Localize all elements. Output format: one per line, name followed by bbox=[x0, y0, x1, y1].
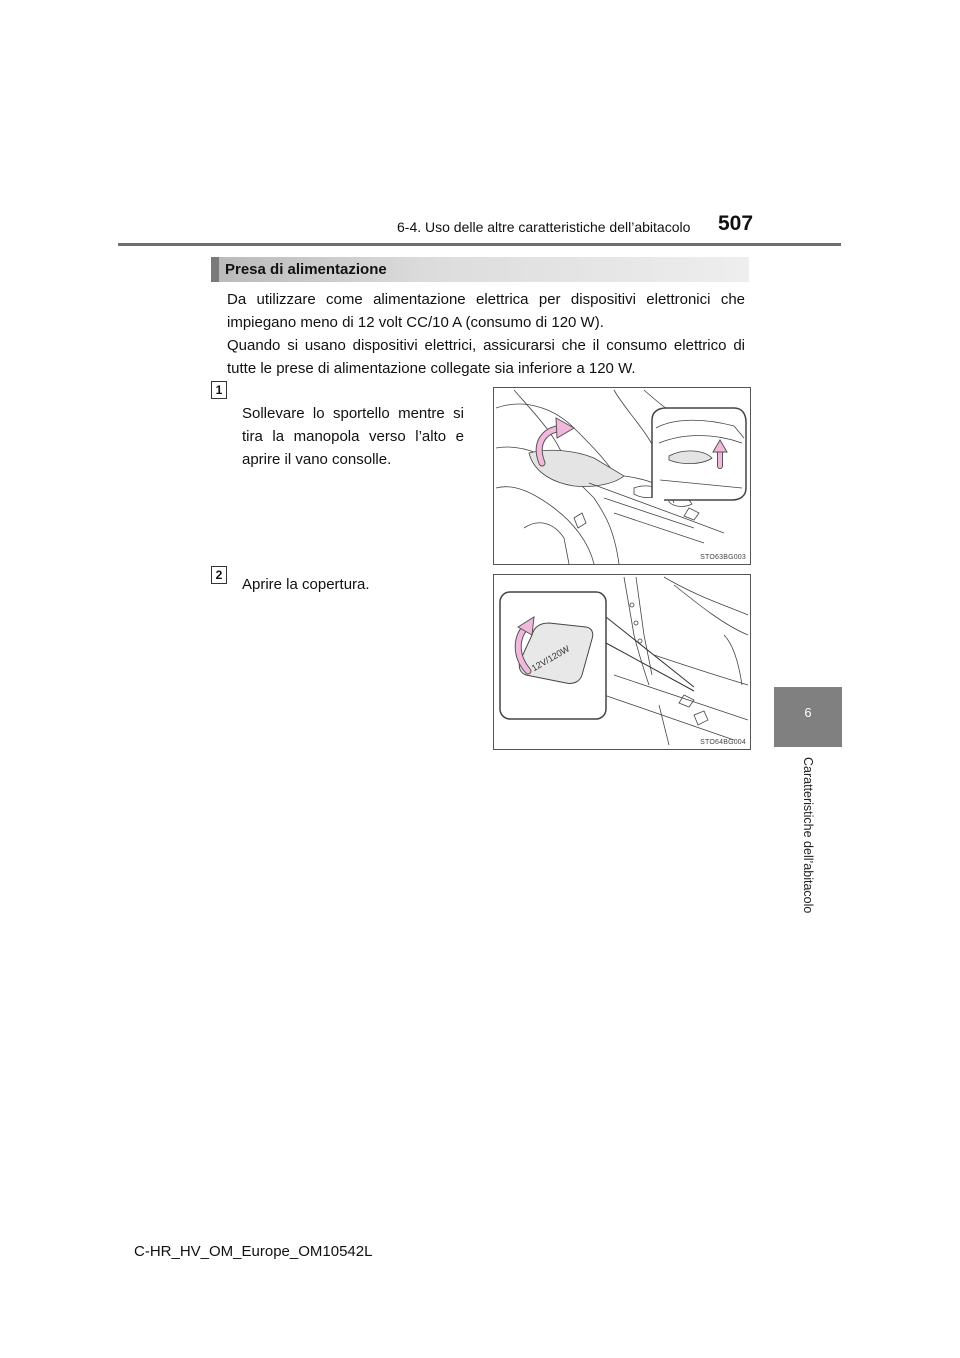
step-number-2: 2 bbox=[211, 566, 227, 584]
figure-code-2: STO64BG004 bbox=[700, 739, 746, 746]
header-divider bbox=[118, 243, 841, 246]
page-number: 507 bbox=[718, 212, 754, 235]
running-header-title: 6-4. Uso delle altre caratteristiche dell’abitacolo bbox=[397, 219, 691, 235]
chapter-number: 6 bbox=[804, 705, 812, 720]
section-heading bbox=[211, 257, 749, 282]
step-text-2: Aprire la copertura. bbox=[242, 576, 370, 593]
chapter-tab bbox=[774, 687, 842, 747]
footer-document-code: C-HR_HV_OM_Europe_OM10542L bbox=[134, 1243, 373, 1260]
intro-paragraph-2: Quando si usano dispositivi elettrici, assicurarsi che il consumo elettrico di tutte le prese di alimentazione collegate sia inferiore a 120 W. bbox=[227, 337, 745, 377]
section-title: Presa di alimentazione bbox=[225, 261, 387, 278]
outlet-voltage-label: 12V/120W bbox=[529, 643, 572, 674]
section-heading-accent bbox=[211, 257, 219, 282]
chapter-title: Caratteristiche dell’abitacolo bbox=[801, 757, 815, 914]
figure-power-outlet-cover bbox=[493, 574, 751, 750]
figure-code-1: STO63BG003 bbox=[700, 554, 746, 561]
step-number-1: 1 bbox=[211, 381, 227, 399]
step-text-1: Sollevare lo sportello mentre si tira la manopola verso l’alto e aprire il vano consolle. bbox=[242, 405, 464, 468]
console-illustration bbox=[494, 388, 750, 564]
chapter-side-label bbox=[800, 757, 816, 927]
outlet-illustration bbox=[494, 575, 750, 749]
figure-console-open bbox=[493, 387, 751, 565]
intro-paragraph-1: Da utilizzare come alimentazione elettrica per dispositivi elettronici che impiegano meno di 12 volt CC/10 A (consumo di 120 W). bbox=[227, 291, 745, 331]
